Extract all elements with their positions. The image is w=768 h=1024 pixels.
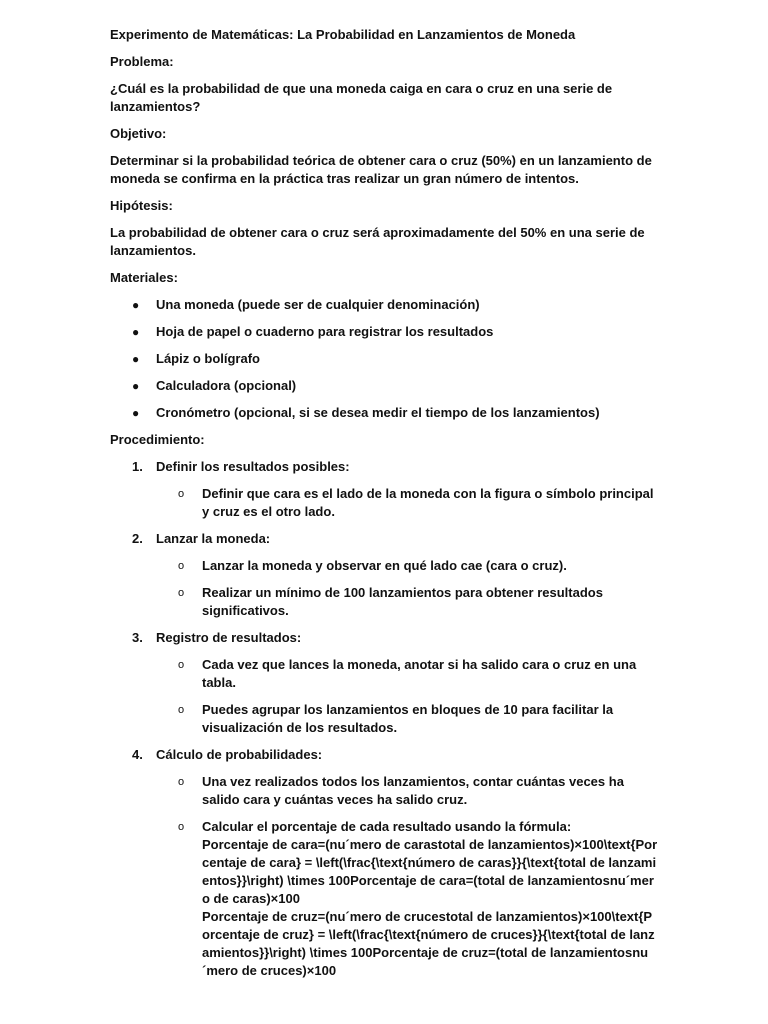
bullet-icon: ●	[132, 406, 140, 420]
bullet-icon: ●	[132, 379, 140, 393]
materiales-heading: Materiales:	[110, 270, 178, 285]
list-item	[110, 296, 658, 314]
list-item-text: Una moneda (puede ser de cualquier denominación)	[156, 297, 480, 312]
formula-cara: Porcentaje de cara=(nu´mero de carastotal de lanzamientos)×100\text{Porcentaje de cara} = \left(\frac{\text{número de caras}}{\text{total de lanzamientos}}\right) \times 100Porcentaje de cara=(total de lanzamientosnu´mero de caras)×100	[202, 837, 658, 906]
procedure-step	[110, 629, 658, 737]
circle-bullet-icon: o	[178, 488, 185, 500]
circle-bullet-icon: o	[178, 704, 185, 716]
list-item	[110, 350, 658, 368]
step-label: Cálculo de probabilidades:	[156, 747, 323, 762]
problema-heading: Problema:	[110, 54, 174, 69]
list-item	[110, 323, 658, 341]
sub-item-text: Puedes agrupar los lanzamientos en bloques de 10 para facilitar la visualización de los resultados.	[202, 702, 614, 735]
procedure-step	[110, 458, 658, 521]
step-label: Registro de resultados:	[156, 630, 302, 645]
procedure-step	[110, 746, 658, 980]
procedure-step	[110, 530, 658, 620]
step-number: 2.	[132, 531, 143, 546]
hipotesis-heading: Hipótesis:	[110, 198, 173, 213]
bullet-icon: ●	[132, 298, 140, 312]
document-title: Experimento de Matemáticas: La Probabilidad en Lanzamientos de Moneda	[110, 27, 576, 42]
sub-item	[156, 818, 658, 980]
circle-bullet-icon: o	[178, 821, 185, 833]
list-item	[110, 377, 658, 395]
hipotesis-text: La probabilidad de obtener cara o cruz será aproximadamente del 50% en una serie de lanzamientos.	[110, 225, 645, 258]
procedimiento-heading: Procedimiento:	[110, 432, 205, 447]
circle-bullet-icon: o	[178, 560, 185, 572]
formula-intro: Calcular el porcentaje de cada resultado usando la fórmula:	[202, 819, 572, 834]
sub-item-text: Cada vez que lances la moneda, anotar si ha salido cara o cruz en una tabla.	[202, 657, 637, 690]
sub-item-text: Lanzar la moneda y observar en qué lado cae (cara o cruz).	[202, 558, 567, 573]
sub-item	[156, 656, 658, 692]
procedimiento-list	[110, 458, 658, 980]
step-number: 3.	[132, 630, 143, 645]
sub-item	[156, 701, 658, 737]
circle-bullet-icon: o	[178, 659, 185, 671]
objetivo-heading: Objetivo:	[110, 126, 167, 141]
materiales-list	[110, 296, 658, 422]
problema-text: ¿Cuál es la probabilidad de que una moneda caiga en cara o cruz en una serie de lanzamientos?	[110, 81, 613, 114]
sub-item-text: Realizar un mínimo de 100 lanzamientos para obtener resultados significativos.	[202, 585, 603, 618]
step-label: Definir los resultados posibles:	[156, 459, 350, 474]
list-item-text: Hoja de papel o cuaderno para registrar los resultados	[156, 324, 494, 339]
list-item-text: Cronómetro (opcional, si se desea medir el tiempo de los lanzamientos)	[156, 405, 600, 420]
list-item-text: Calculadora (opcional)	[156, 378, 297, 393]
sub-item-text: Una vez realizados todos los lanzamientos, contar cuántas veces ha salido cara y cuántas veces ha salido cruz.	[202, 774, 624, 807]
circle-bullet-icon: o	[178, 587, 185, 599]
step-sublist	[156, 557, 658, 620]
step-sublist	[156, 656, 658, 737]
objetivo-text: Determinar si la probabilidad teórica de obtener cara o cruz (50%) en un lanzamiento de moneda se confirma en la práctica tras realizar un gran número de intentos.	[110, 153, 652, 186]
step-number: 1.	[132, 459, 143, 474]
sub-item	[156, 584, 658, 620]
step-label: Lanzar la moneda:	[156, 531, 271, 546]
sub-item-text: Definir que cara es el lado de la moneda con la figura o símbolo principal y cruz es el otro lado.	[202, 486, 654, 519]
sub-item	[156, 773, 658, 809]
circle-bullet-icon: o	[178, 776, 185, 788]
step-number: 4.	[132, 747, 143, 762]
list-item-text: Lápiz o bolígrafo	[156, 351, 260, 366]
step-sublist	[156, 773, 658, 980]
step-sublist	[156, 485, 658, 521]
formula-cruz: Porcentaje de cruz=(nu´mero de crucestotal de lanzamientos)×100\text{Porcentaje de cruz} = \left(\frac{\text{número de cruces}}{\text{total de lanzamientos}}\right) \times 100Porcentaje de cruz=(total de lanzamientosnu´mero de cruces)×100	[202, 909, 655, 978]
sub-item	[156, 557, 658, 575]
list-item	[110, 404, 658, 422]
bullet-icon: ●	[132, 352, 140, 366]
bullet-icon: ●	[132, 325, 140, 339]
sub-item	[156, 485, 658, 521]
